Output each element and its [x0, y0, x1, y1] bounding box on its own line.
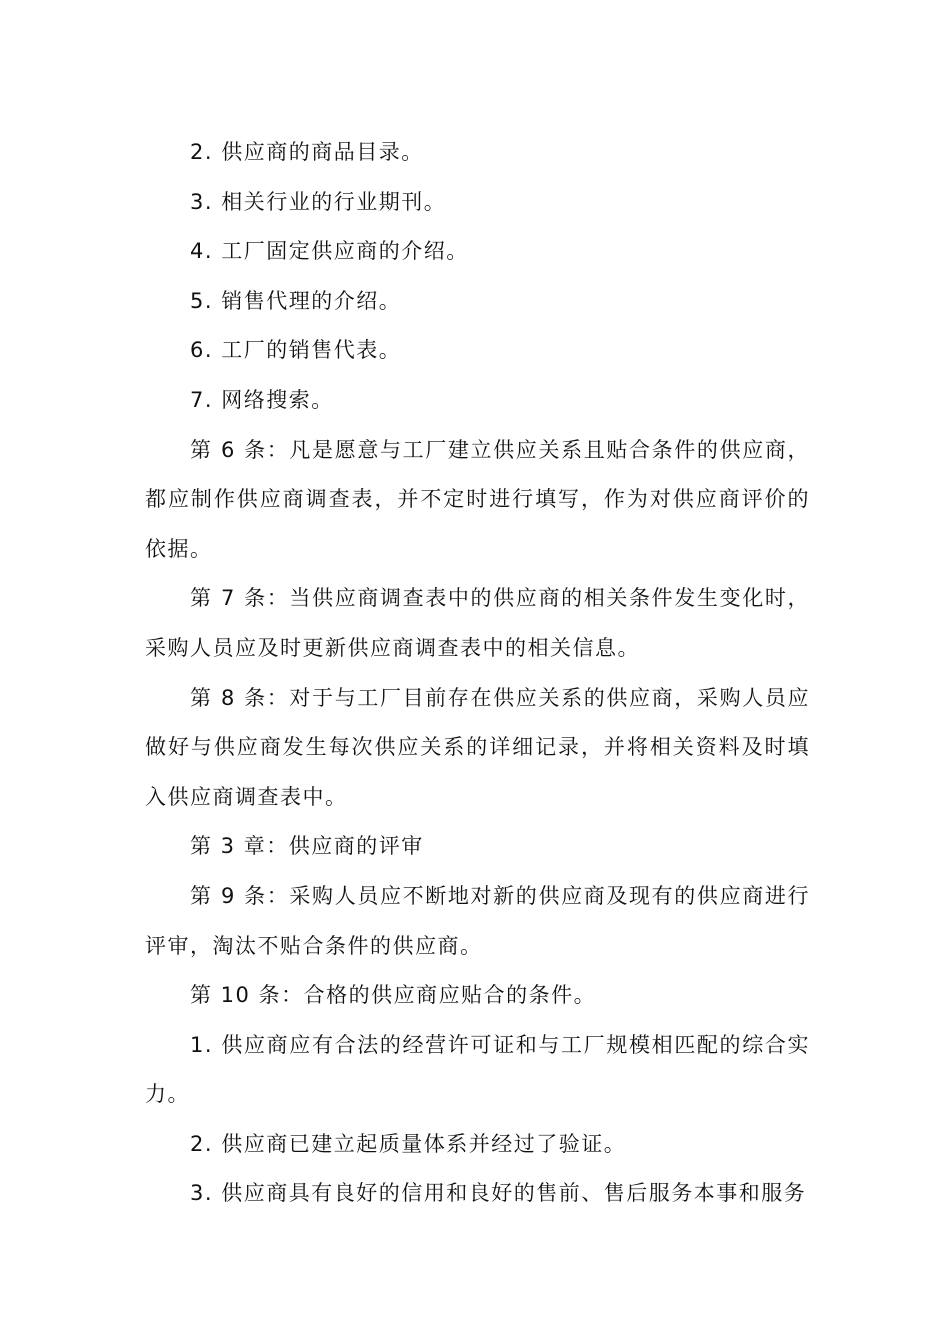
article-7: 第 7 条：当供应商调查表中的供应商的相关条件发生变化时，采购人员应及时更新供应商调查表中的相关信息。: [145, 586, 810, 660]
list-item-3: 3. 相关行业的行业期刊。: [190, 189, 447, 214]
document-body: [145, 128, 810, 1219]
chapter-3-heading: 第 3 章：供应商的评审: [190, 834, 424, 859]
condition-item-3: 3. 供应商具有良好的信用和良好的售前、售后服务本事和服务: [190, 1181, 807, 1206]
list-item-2: 2. 供应商的商品目录。: [190, 140, 424, 164]
article-8: 第 8 条：对于与工厂目前存在供应关系的供应商，采购人员应做好与供应商发生每次供应关系的详细记录，并将相关资料及时填入供应商调查表中。: [145, 685, 810, 809]
list-item-5: 5. 销售代理的介绍。: [190, 288, 402, 313]
article-9: 第 9 条：采购人员应不断地对新的供应商及现有的供应商进行评审，淘汰不贴合条件的供应商。: [145, 883, 810, 958]
condition-item-2: 2. 供应商已建立起质量体系并经过了验证。: [190, 1131, 627, 1156]
article-10: 第 10 条：合格的供应商应贴合的条件。: [190, 983, 597, 1008]
list-item-7: 7. 网络搜索。: [190, 387, 334, 412]
article-6: 第 6 条：凡是愿意与工厂建立供应关系且贴合条件的供应商，都应制作供应商调查表，并不定时进行填写，作为对供应商评价的依据。: [145, 437, 810, 561]
condition-item-1: 1. 供应商应有合法的经营许可证和与工厂规模相匹配的综合实力。: [145, 1032, 810, 1107]
list-item-6: 6. 工厂的销售代表。: [190, 338, 402, 363]
list-item-4: 4. 工厂固定供应商的介绍。: [190, 239, 469, 264]
